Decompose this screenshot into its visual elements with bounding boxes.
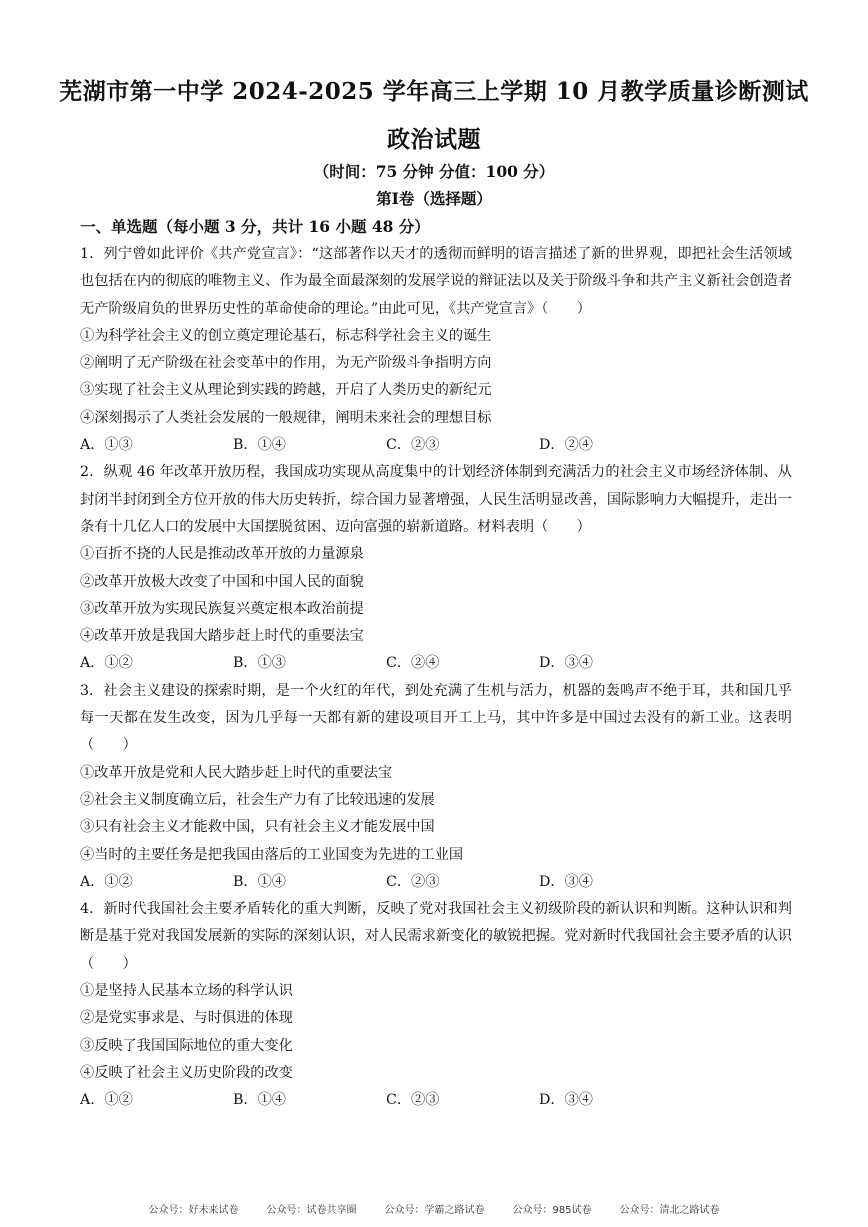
question-option: ①是坚持人民基本立场的科学认识 bbox=[80, 983, 293, 1000]
question-option: ②社会主义制度确立后，社会生产力有了比较迅速的发展 bbox=[80, 791, 435, 808]
question-option: ②是党实事求是、与时俱进的体现 bbox=[80, 1010, 293, 1027]
question-option: ②阐明了无产阶级在社会变革中的作用，为无产阶级斗争指明方向 bbox=[80, 355, 492, 372]
question-option: ①改革开放是党和人民大踏步赶上时代的重要法宝 bbox=[80, 764, 393, 781]
choice-a: A．①② bbox=[80, 1092, 133, 1109]
footer-note: 公众号：好未来试卷 bbox=[148, 1205, 239, 1216]
footer-note: 公众号：试卷共享圈 bbox=[266, 1205, 357, 1216]
question-option: ④当时的主要任务是把我国由落后的工业国变为先进的工业国 bbox=[80, 846, 464, 863]
choice-c: C．②③ bbox=[386, 437, 440, 454]
section-heading: 一、单选题（每小题 3 分，共计 16 小题 48 分） bbox=[80, 217, 430, 236]
question-option: ①为科学社会主义的创立奠定理论基石，标志科学社会主义的诞生 bbox=[80, 327, 492, 344]
question-option: ③反映了我国国际地位的重大变化 bbox=[80, 1037, 293, 1054]
question-option: ④深刻揭示了人类社会发展的一般规律，阐明未来社会的理想目标 bbox=[80, 409, 492, 426]
choice-b: B．①④ bbox=[233, 1092, 286, 1109]
question-stem: 4．新时代我国社会主要矛盾转化的重大判断，反映了党对我国社会主义初级阶段的新认识和判断。这种认识和判断是基于党对我国发展新的实际的深刻认识，对人民需求新变化的敏锐把握。党对新时代我国社会主要矛盾的认识（ ） bbox=[80, 901, 792, 972]
choice-b: B．①③ bbox=[233, 655, 286, 672]
answer-choices bbox=[80, 1087, 792, 1114]
exam-title: 芜湖市第一中学 2024-2025 学年高三上学期 10 月教学质量诊断测试 bbox=[59, 78, 809, 105]
question-option: ④反映了社会主义历史阶段的改变 bbox=[80, 1064, 293, 1081]
question-option: ③改革开放为实现民族复兴奠定根本政治前提 bbox=[80, 600, 364, 617]
question-option: ②改革开放极大改变了中国和中国人民的面貌 bbox=[80, 573, 364, 590]
exam-subject: 政治试题 bbox=[387, 126, 481, 153]
question-stem: 1．列宁曾如此评价《共产党宣言》：“这部著作以天才的透彻而鲜明的语言描述了新的世界观，即把社会生活领域也包括在内的彻底的唯物主义、作为最全面最深刻的发展学说的辩证法以及关于阶级斗争和共产主义新社会创造者无产阶级肩负的世界历史性的革命使命的理论。”由此可见，《共产党宣言》（ ） bbox=[80, 246, 792, 317]
question-2 bbox=[80, 459, 792, 677]
choice-d: D．②④ bbox=[539, 437, 593, 454]
question-stem: 3．社会主义建设的探索时期，是一个火红的年代，到处充满了生机与活力，机器的轰鸣声不绝于耳，共和国几乎每一天都在发生改变，因为几乎每一天都有新的建设项目开工上马，其中许多是中国过去没有的新工业。这表明（ ） bbox=[80, 682, 792, 754]
choice-b: B．①④ bbox=[233, 873, 286, 890]
choice-c: C．②③ bbox=[386, 1092, 440, 1109]
choice-d: D．③④ bbox=[539, 655, 593, 672]
footer-watermarks bbox=[0, 1201, 868, 1216]
footer-note: 公众号：985试卷 bbox=[512, 1205, 592, 1216]
choice-d: D．③④ bbox=[539, 1092, 593, 1109]
question-stem: 2．纵观 46 年改革开放历程，我国成功实现从高度集中的计划经济体制到充满活力的社会主义市场经济体制、从封闭半封闭到全方位开放的伟大历史转折，综合国力显著增强，人民生活明显改善，国际影响力大幅提升，走出一条有十几亿人口的发展中大国摆脱贫困、迈向富强的崭新道路。材料表明（ ） bbox=[80, 464, 792, 535]
footer-note: 公众号：学霸之路试卷 bbox=[384, 1205, 485, 1216]
question-1 bbox=[80, 241, 792, 459]
choice-a: A．①② bbox=[80, 655, 133, 672]
question-3 bbox=[80, 678, 792, 896]
question-option: ①百折不挠的人民是推动改革开放的力量源泉 bbox=[80, 546, 364, 563]
question-4 bbox=[80, 896, 792, 1114]
exam-info: （时间：75 分钟 分值：100 分） bbox=[313, 162, 555, 181]
answer-choices bbox=[80, 432, 792, 459]
question-option: ③只有社会主义才能救中国，只有社会主义才能发展中国 bbox=[80, 819, 435, 836]
choice-b: B．①④ bbox=[233, 437, 286, 454]
choice-c: C．②③ bbox=[386, 873, 440, 890]
choice-a: A．①③ bbox=[80, 437, 133, 454]
question-option: ④改革开放是我国大踏步赶上时代的重要法宝 bbox=[80, 628, 364, 645]
answer-choices bbox=[80, 650, 792, 677]
questions-list bbox=[80, 241, 792, 1115]
choice-a: A．①② bbox=[80, 873, 133, 890]
choice-c: C．②④ bbox=[386, 655, 440, 672]
footer-note: 公众号：清北之路试卷 bbox=[619, 1205, 720, 1216]
question-option: ③实现了社会主义从理论到实践的跨越，开启了人类历史的新纪元 bbox=[80, 382, 492, 399]
choice-d: D．③④ bbox=[539, 873, 593, 890]
volume-title: 第Ⅰ卷（选择题） bbox=[376, 189, 492, 208]
answer-choices bbox=[80, 869, 792, 896]
